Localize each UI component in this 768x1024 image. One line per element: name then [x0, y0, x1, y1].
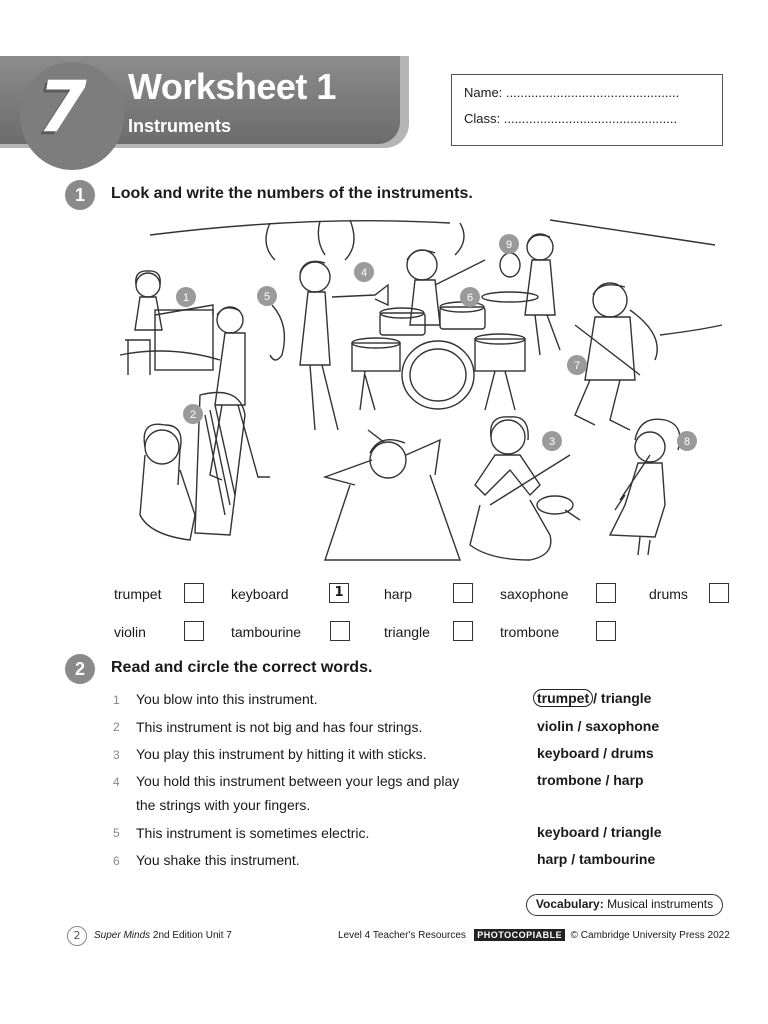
question-4-number: 4	[113, 775, 120, 789]
word-trombone: trombone	[500, 624, 560, 640]
option-triangle[interactable]: triangle	[610, 824, 662, 840]
answer-box-triangle[interactable]	[453, 621, 473, 641]
footer-book	[94, 930, 232, 941]
section-1-instruction: Look and write the numbers of the instruments.	[111, 185, 473, 202]
section-2-number: 2	[65, 654, 95, 684]
label-7: 7	[573, 360, 581, 372]
label-1: 1	[182, 292, 190, 304]
answer-box-harp[interactable]	[453, 583, 473, 603]
word-violin: violin	[114, 624, 146, 640]
question-6-number: 6	[113, 854, 120, 868]
question-5-number: 5	[113, 826, 120, 840]
option-keyboard[interactable]: keyboard	[537, 745, 600, 761]
question-1-options	[537, 690, 651, 706]
vocabulary-badge	[526, 894, 723, 916]
label-6: 6	[466, 292, 474, 304]
option-triangle[interactable]: triangle	[600, 690, 652, 706]
word-keyboard: keyboard	[231, 586, 289, 602]
name-field[interactable]: Name: ................................................	[464, 85, 680, 100]
option-saxophone[interactable]: saxophone	[585, 718, 660, 734]
vocabulary-label: Vocabulary:	[535, 897, 604, 911]
word-drums: drums	[649, 586, 688, 602]
question-1-number: 1	[113, 693, 120, 707]
option-trombone[interactable]: trombone	[537, 772, 602, 788]
section-1-number: 1	[65, 180, 95, 210]
answer-box-tambourine[interactable]	[330, 621, 350, 641]
word-triangle: triangle	[384, 624, 430, 640]
answer-box-drums[interactable]	[709, 583, 729, 603]
word-saxophone: saxophone	[500, 586, 569, 602]
question-2-text: This instrument is not big and has four strings.	[136, 719, 423, 735]
label-9: 9	[505, 239, 513, 251]
label-5: 5	[263, 291, 271, 303]
question-6-text: You shake this instrument.	[136, 852, 300, 868]
option-separator: /	[577, 718, 582, 734]
answer-box-trombone[interactable]	[596, 621, 616, 641]
option-harp[interactable]: harp	[613, 772, 644, 788]
option-separator: /	[593, 690, 598, 706]
option-keyboard[interactable]: keyboard	[537, 824, 600, 840]
word-harp: harp	[384, 586, 413, 602]
class-field[interactable]: Class: ................................................	[464, 111, 678, 126]
photocopiable-badge: PHOTOCOPIABLE	[474, 929, 565, 941]
answer-box-keyboard[interactable]: 1	[329, 583, 349, 603]
option-violin[interactable]: violin	[537, 718, 574, 734]
question-5-options	[537, 824, 662, 840]
option-trumpet-circled[interactable]: trumpet	[533, 689, 593, 707]
question-4-options	[537, 772, 644, 788]
question-4-text: You hold this instrument between your legs and play	[136, 773, 460, 789]
footer-right	[338, 930, 730, 941]
option-separator: /	[603, 824, 608, 840]
word-trumpet: trumpet	[114, 586, 162, 602]
orchestra-illustration	[110, 215, 730, 575]
answer-box-saxophone[interactable]	[596, 583, 616, 603]
footer-copyright: © Cambridge University Press 2022	[570, 930, 730, 941]
answer-box-violin[interactable]	[184, 621, 204, 641]
question-3-text: You play this instrument by hitting it with sticks.	[136, 746, 427, 762]
word-tambourine: tambourine	[231, 624, 302, 640]
question-4-text-line2: the strings with your fingers.	[136, 797, 311, 813]
unit-number: 7	[38, 66, 87, 148]
option-tambourine[interactable]: tambourine	[579, 851, 656, 867]
question-3-number: 3	[113, 748, 120, 762]
page-number: 2	[67, 926, 87, 946]
question-2-options	[537, 718, 659, 734]
footer-book-title: Super Minds	[94, 930, 151, 941]
option-harp[interactable]: harp	[537, 851, 568, 867]
label-4: 4	[360, 267, 368, 279]
question-6-options	[537, 851, 655, 867]
question-3-options	[537, 745, 654, 761]
worksheet-subtitle: Instruments	[128, 116, 232, 136]
footer-resources: Level 4 Teacher's Resources	[338, 930, 466, 941]
label-8: 8	[683, 436, 691, 448]
question-1-text: You blow into this instrument.	[136, 691, 318, 707]
footer-book-rest: 2nd Edition Unit 7	[152, 930, 232, 941]
answer-box-trumpet[interactable]	[184, 583, 204, 603]
name-class-box	[451, 74, 723, 146]
question-2-number: 2	[113, 720, 120, 734]
label-3: 3	[548, 436, 556, 448]
worksheet-title: Worksheet 1	[128, 66, 336, 107]
question-5-text: This instrument is sometimes electric.	[136, 825, 370, 841]
label-2: 2	[189, 409, 197, 421]
option-separator: /	[571, 851, 576, 867]
vocabulary-topic: Musical instruments	[607, 897, 714, 911]
option-separator: /	[605, 772, 610, 788]
section-2-instruction: Read and circle the correct words.	[111, 659, 373, 676]
option-drums[interactable]: drums	[610, 745, 654, 761]
option-separator: /	[603, 745, 608, 761]
